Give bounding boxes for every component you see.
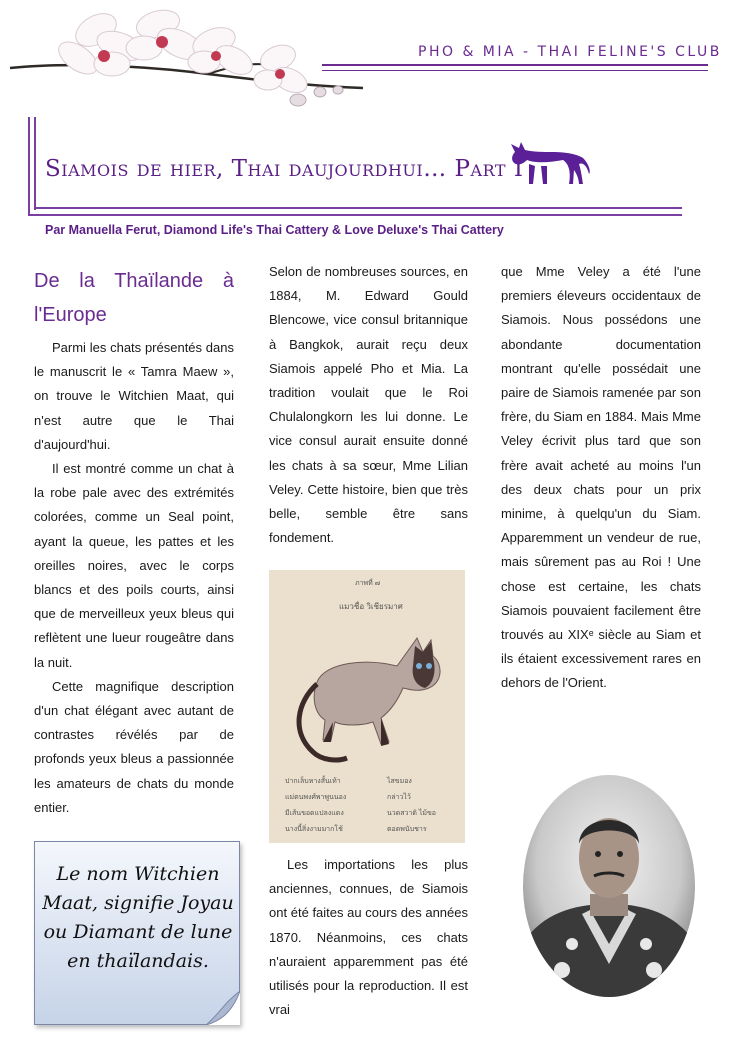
paragraph: que Mme Veley a été l'une premiers éleveurs occidentaux de Siamois. Nous possédons une abondante documentation montrant qu'elle possédait une paire de Siamois ramenée par son frère, du Siam en 1884. Mais Mme Veley écrivit plus tard que son frère avait acheté au moins l'un des deux chats pour un prix minime, à quelqu'un du Siam. Apparemment un vendeur de rue, mais sûrement pas au Roi ! Une chose est certaine, les chats Siamois pouvaient facilement être trouvés au XIXᵉ siècle au Siam et ils étaient excessivement rares en dehors de l'Orient. <box>501 264 701 691</box>
article-title: Siamois de hier, Thai daujourdhui… Part I <box>45 156 524 182</box>
siamese-cat-drawing-icon <box>277 622 459 772</box>
section-heading: De la Thaïlande à l'Europe <box>34 270 234 326</box>
orchid-branch-icon <box>8 0 368 120</box>
manuscript-illustration <box>269 570 465 843</box>
manuscript-verse: แม่ตนพงศ์พาพูนนอง <box>285 794 347 801</box>
manuscript-verse: มีเส้นขอดแปลงแดง <box>285 810 344 817</box>
manuscript-verse: นวดสวาดิ ไม้ขอ <box>387 810 437 817</box>
manuscript-verse: นางนี้สิ่งงามมากโช้ <box>285 826 343 833</box>
club-title-rule <box>322 64 708 71</box>
pull-quote-box <box>34 841 240 1025</box>
article-column-3 <box>501 260 701 696</box>
frame-line <box>36 207 682 209</box>
manuscript-caption: แมวชื่อ วิเชียรมาศ <box>339 602 403 611</box>
paragraph: Selon de nombreuses sources, en 1884, M. Edward Gould Blencowe, vice consul britannique à Bangkok, aurait reçu deux Siamois appelé Pho et Mia. La tradition voulait que le Roi Chulalongkorn les lui donne. Le vice consul aurait ensuite donné les chats à sa sœur, Mme Lilian Veley. Cette histoire, bien que très belle, semble être sans fondement. <box>269 264 468 546</box>
article-column-1 <box>34 264 234 820</box>
frame-line <box>28 214 682 216</box>
cat-silhouette-icon <box>507 140 591 186</box>
page-curl-icon <box>206 991 240 1025</box>
manuscript-verse: ไสขมอง <box>387 778 412 785</box>
king-portrait-photo <box>522 774 696 998</box>
frame-line <box>34 117 36 210</box>
paragraph: Parmi les chats présentés dans le manuscrit le « Tamra Maew », on trouve le Witchien Maat, qui n'est autre que le Thai d'aujourd'hui. <box>34 340 234 452</box>
manuscript-caption: ภาพที่ ๗ <box>355 580 380 587</box>
frame-line <box>28 117 30 216</box>
manuscript-verse: กล่าวไว้ <box>387 794 411 801</box>
paragraph: Il est montré comme un chat à la robe pale avec des extrémités colorées, comme un Seal point, ayant la queue, les pattes et les oreilles noires, avec le corps blancs et des poils courts, ainsi que de merveilleux yeux bleus qui reflètent une lueur rougeâtre dans la nuit. <box>34 461 234 670</box>
manuscript-verse: ตอดพนับชาร <box>387 826 427 833</box>
article-column-2 <box>269 260 468 550</box>
byline: Par Manuella Ferut, Diamond Life's Thai Cattery & Love Deluxe's Thai Cattery <box>45 223 504 237</box>
paragraph: Les importations les plus anciennes, connues, de Siamois ont été faites au cours des années 1870. Néanmoins, ces chats n'auraient apparemment pas été utilisés pour la reproduction. Il est vrai <box>269 857 468 1018</box>
pull-quote-text: Le nom Witchien Maat, signifie Joyau ou Diamant de lune en thaïlandais. <box>42 863 234 972</box>
paragraph: Cette magnifique description d'un chat élégant avec autant de contrastes révélés par de profonds yeux bleus a passionnée les amateurs de chats du monde entier. <box>34 678 234 815</box>
article-column-2-continued <box>269 853 468 1022</box>
club-title: PHO & MIA - THAI FELINE'S CLUB <box>418 44 722 60</box>
manuscript-verse: ปากเล็บหางสั้นเท้า <box>285 778 341 785</box>
